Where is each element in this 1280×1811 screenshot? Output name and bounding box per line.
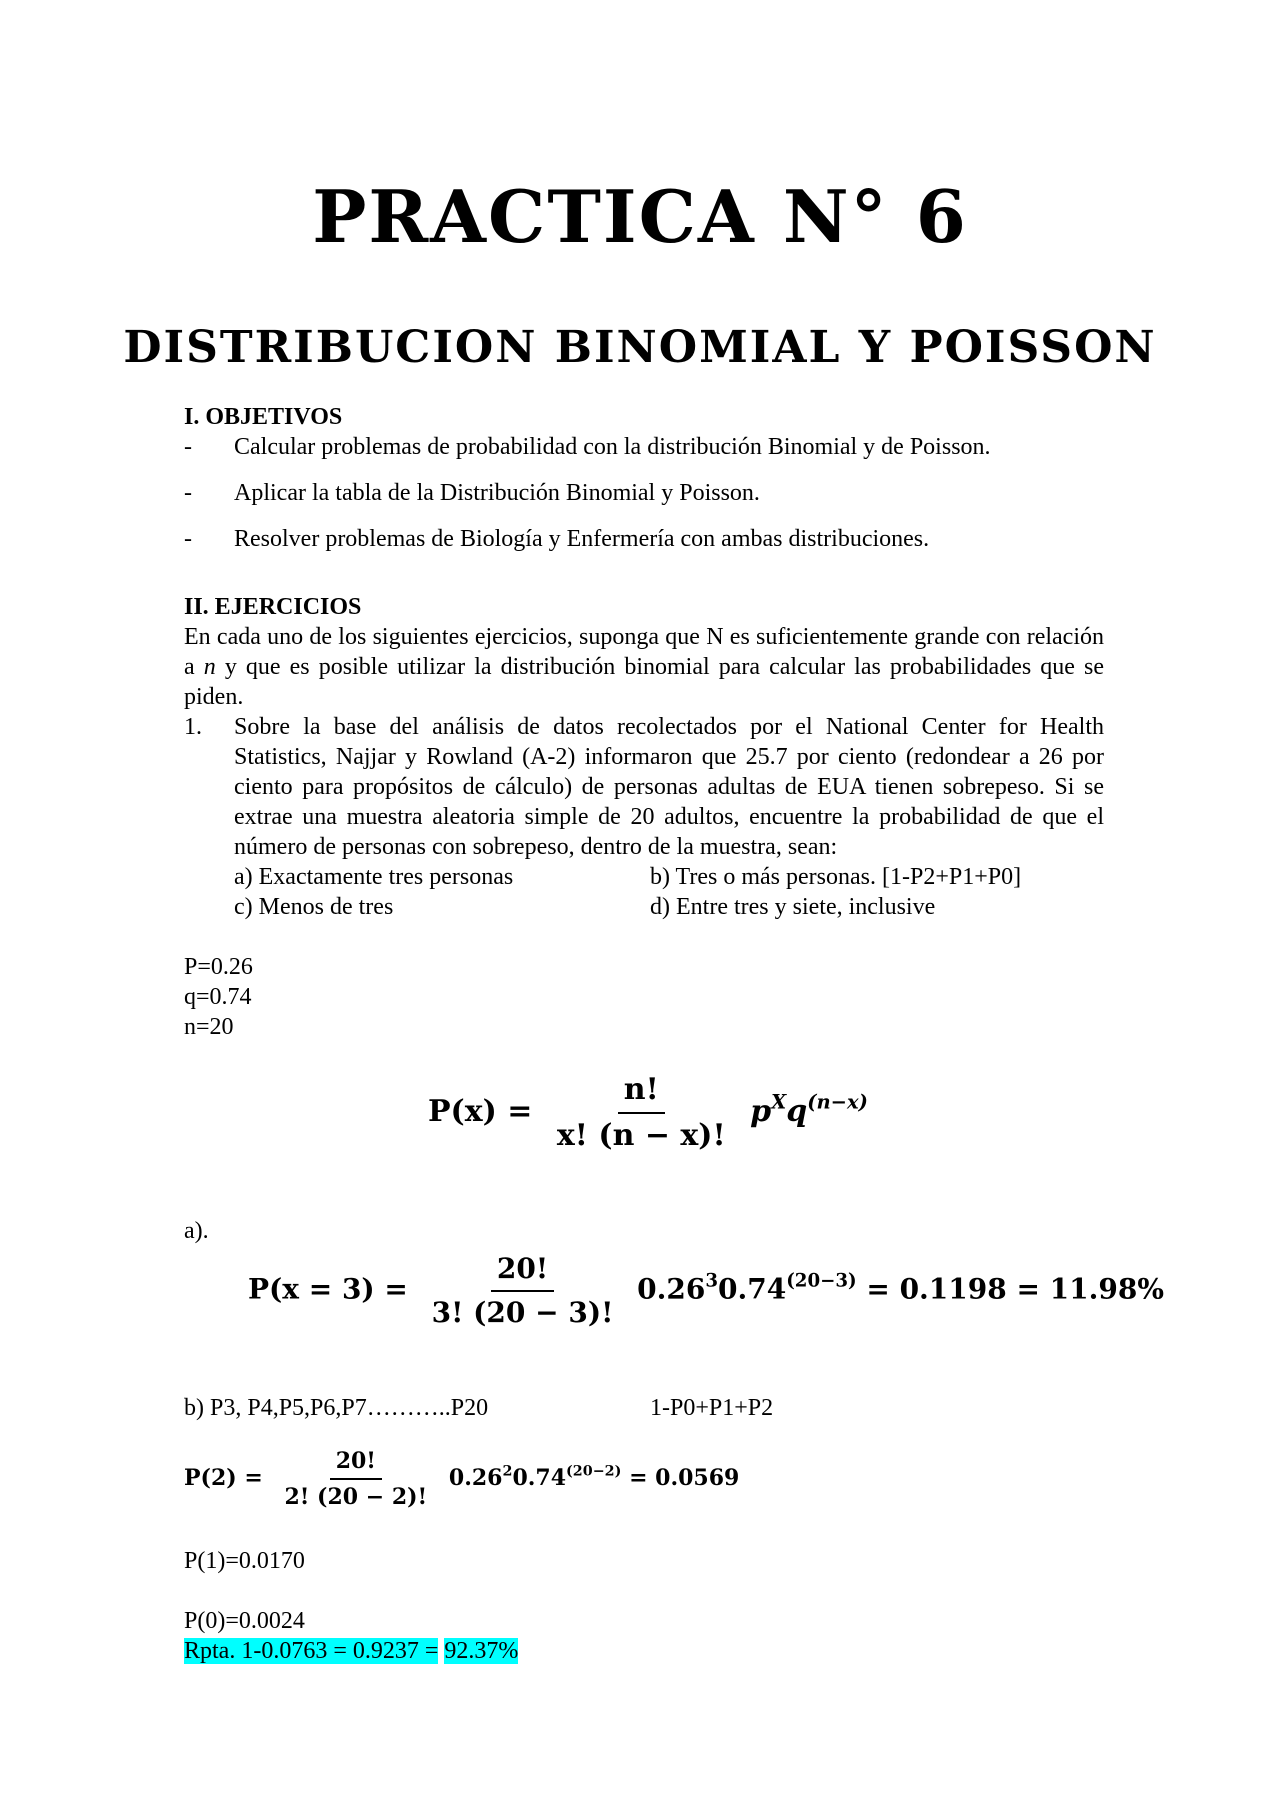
page-subtitle: DISTRIBUCION BINOMIAL Y POISSON xyxy=(123,322,1157,373)
bullet-dash: - xyxy=(184,434,192,460)
formula-p-exponent: X xyxy=(771,1090,787,1114)
formula-denominator: x! (n − x)! xyxy=(556,1118,726,1153)
objective-item: Calcular problemas de probabilidad con la distribución Binomial y de Poisson. xyxy=(234,434,991,460)
option-c: c) Menos de tres xyxy=(234,894,394,920)
formula-numerator: n! xyxy=(618,1070,665,1114)
part-a-lhs: P(x = 3) = xyxy=(248,1272,408,1306)
objective-item: Resolver problemas de Biología y Enfermería con ambas distribuciones. xyxy=(234,526,930,552)
p2-denominator: 2! (20 − 2)! xyxy=(284,1484,428,1510)
p2-numerator: 20! xyxy=(330,1446,382,1480)
answer-percent-highlight: 92.37% xyxy=(444,1638,519,1664)
option-b: b) Tres o más personas. [1-P2+P1+P0] xyxy=(650,864,1022,890)
part-a-base-p: 0.26 xyxy=(637,1272,706,1306)
formula-q: q xyxy=(786,1094,808,1129)
p1-value: P(1)=0.0170 xyxy=(184,1548,305,1574)
bullet-dash: - xyxy=(184,526,192,552)
p2-exp-p: 2 xyxy=(502,1463,513,1480)
answer-highlight: Rpta. 1-0.0763 = 0.9237 = xyxy=(184,1638,439,1664)
objectives-heading: I. OBJETIVOS xyxy=(184,404,343,430)
part-a-equation xyxy=(248,1250,1164,1332)
part-a-base-q: 0.74 xyxy=(717,1272,787,1306)
part-a-numerator: 20! xyxy=(491,1250,554,1292)
intro-text-part: En cada uno de los siguientes ejercicios, suponga que N es suficientemente grande con relación a xyxy=(184,624,1104,680)
intro-variable-n: n xyxy=(203,654,216,680)
exercises-intro xyxy=(184,622,1104,712)
p2-result: = 0.0569 xyxy=(629,1465,740,1491)
bullet-dash: - xyxy=(184,480,192,506)
part-a-denominator: 3! (20 − 3)! xyxy=(431,1296,614,1329)
part-b-note: 1-P0+P1+P2 xyxy=(650,1395,774,1421)
problem-text: Sobre la base del análisis de datos recolectados por el National Center for Health Statistics, Najjar y Rowland (A-2) informaron que 25.7 por ciento (redondear a 26 por ciento para propósitos de cálculo) de personas adultas de EUA tienen sobrepeso. Si se extrae una muestra aleatoria simple de 20 adultos, encuentre la probabilidad de que el número de personas con sobrepeso, dentro de la muestra, sean: xyxy=(234,714,1104,860)
part-a-label: a). xyxy=(184,1218,209,1244)
given-n: n=20 xyxy=(184,1014,234,1040)
formula-fraction xyxy=(551,1070,732,1156)
formula-lhs: P(x) = xyxy=(428,1094,533,1129)
given-p: P=0.26 xyxy=(184,954,253,980)
p0-value: P(0)=0.0024 xyxy=(184,1608,305,1634)
p2-base-p: 0.26 xyxy=(448,1465,503,1491)
formula-q-exponent: (n−x) xyxy=(807,1090,868,1114)
part-b-label: b) P3, P4,P5,P6,P7………..P20 xyxy=(184,1395,489,1421)
option-a: a) Exactamente tres personas xyxy=(234,864,514,890)
part-a-exp-p: 3 xyxy=(705,1270,718,1292)
p2-fraction xyxy=(278,1446,433,1512)
page-title: PRACTICA N° 6 xyxy=(312,174,968,259)
p2-exp-q: (20−2) xyxy=(566,1463,622,1480)
option-d: d) Entre tres y siete, inclusive xyxy=(650,894,936,920)
exercises-heading: II. EJERCICIOS xyxy=(184,594,362,620)
p2-base-q: 0.74 xyxy=(512,1465,567,1491)
part-a-exp-q: (20−3) xyxy=(786,1270,857,1292)
part-a-result: = 0.1198 = 11.98% xyxy=(866,1272,1164,1306)
formula-p: p xyxy=(750,1094,772,1129)
objective-item: Aplicar la tabla de la Distribución Binomial y Poisson. xyxy=(234,480,760,506)
problem-number: 1. xyxy=(184,714,202,740)
part-a-fraction xyxy=(426,1250,620,1332)
given-q: q=0.74 xyxy=(184,984,252,1010)
answer-line xyxy=(184,1636,518,1666)
part-b-p2-equation xyxy=(184,1446,739,1512)
binomial-formula xyxy=(428,1070,868,1156)
p2-lhs: P(2) = xyxy=(184,1465,263,1491)
intro-text-part: y que es posible utilizar la distribución binomial para calcular las probabilidades que se piden. xyxy=(184,654,1105,710)
